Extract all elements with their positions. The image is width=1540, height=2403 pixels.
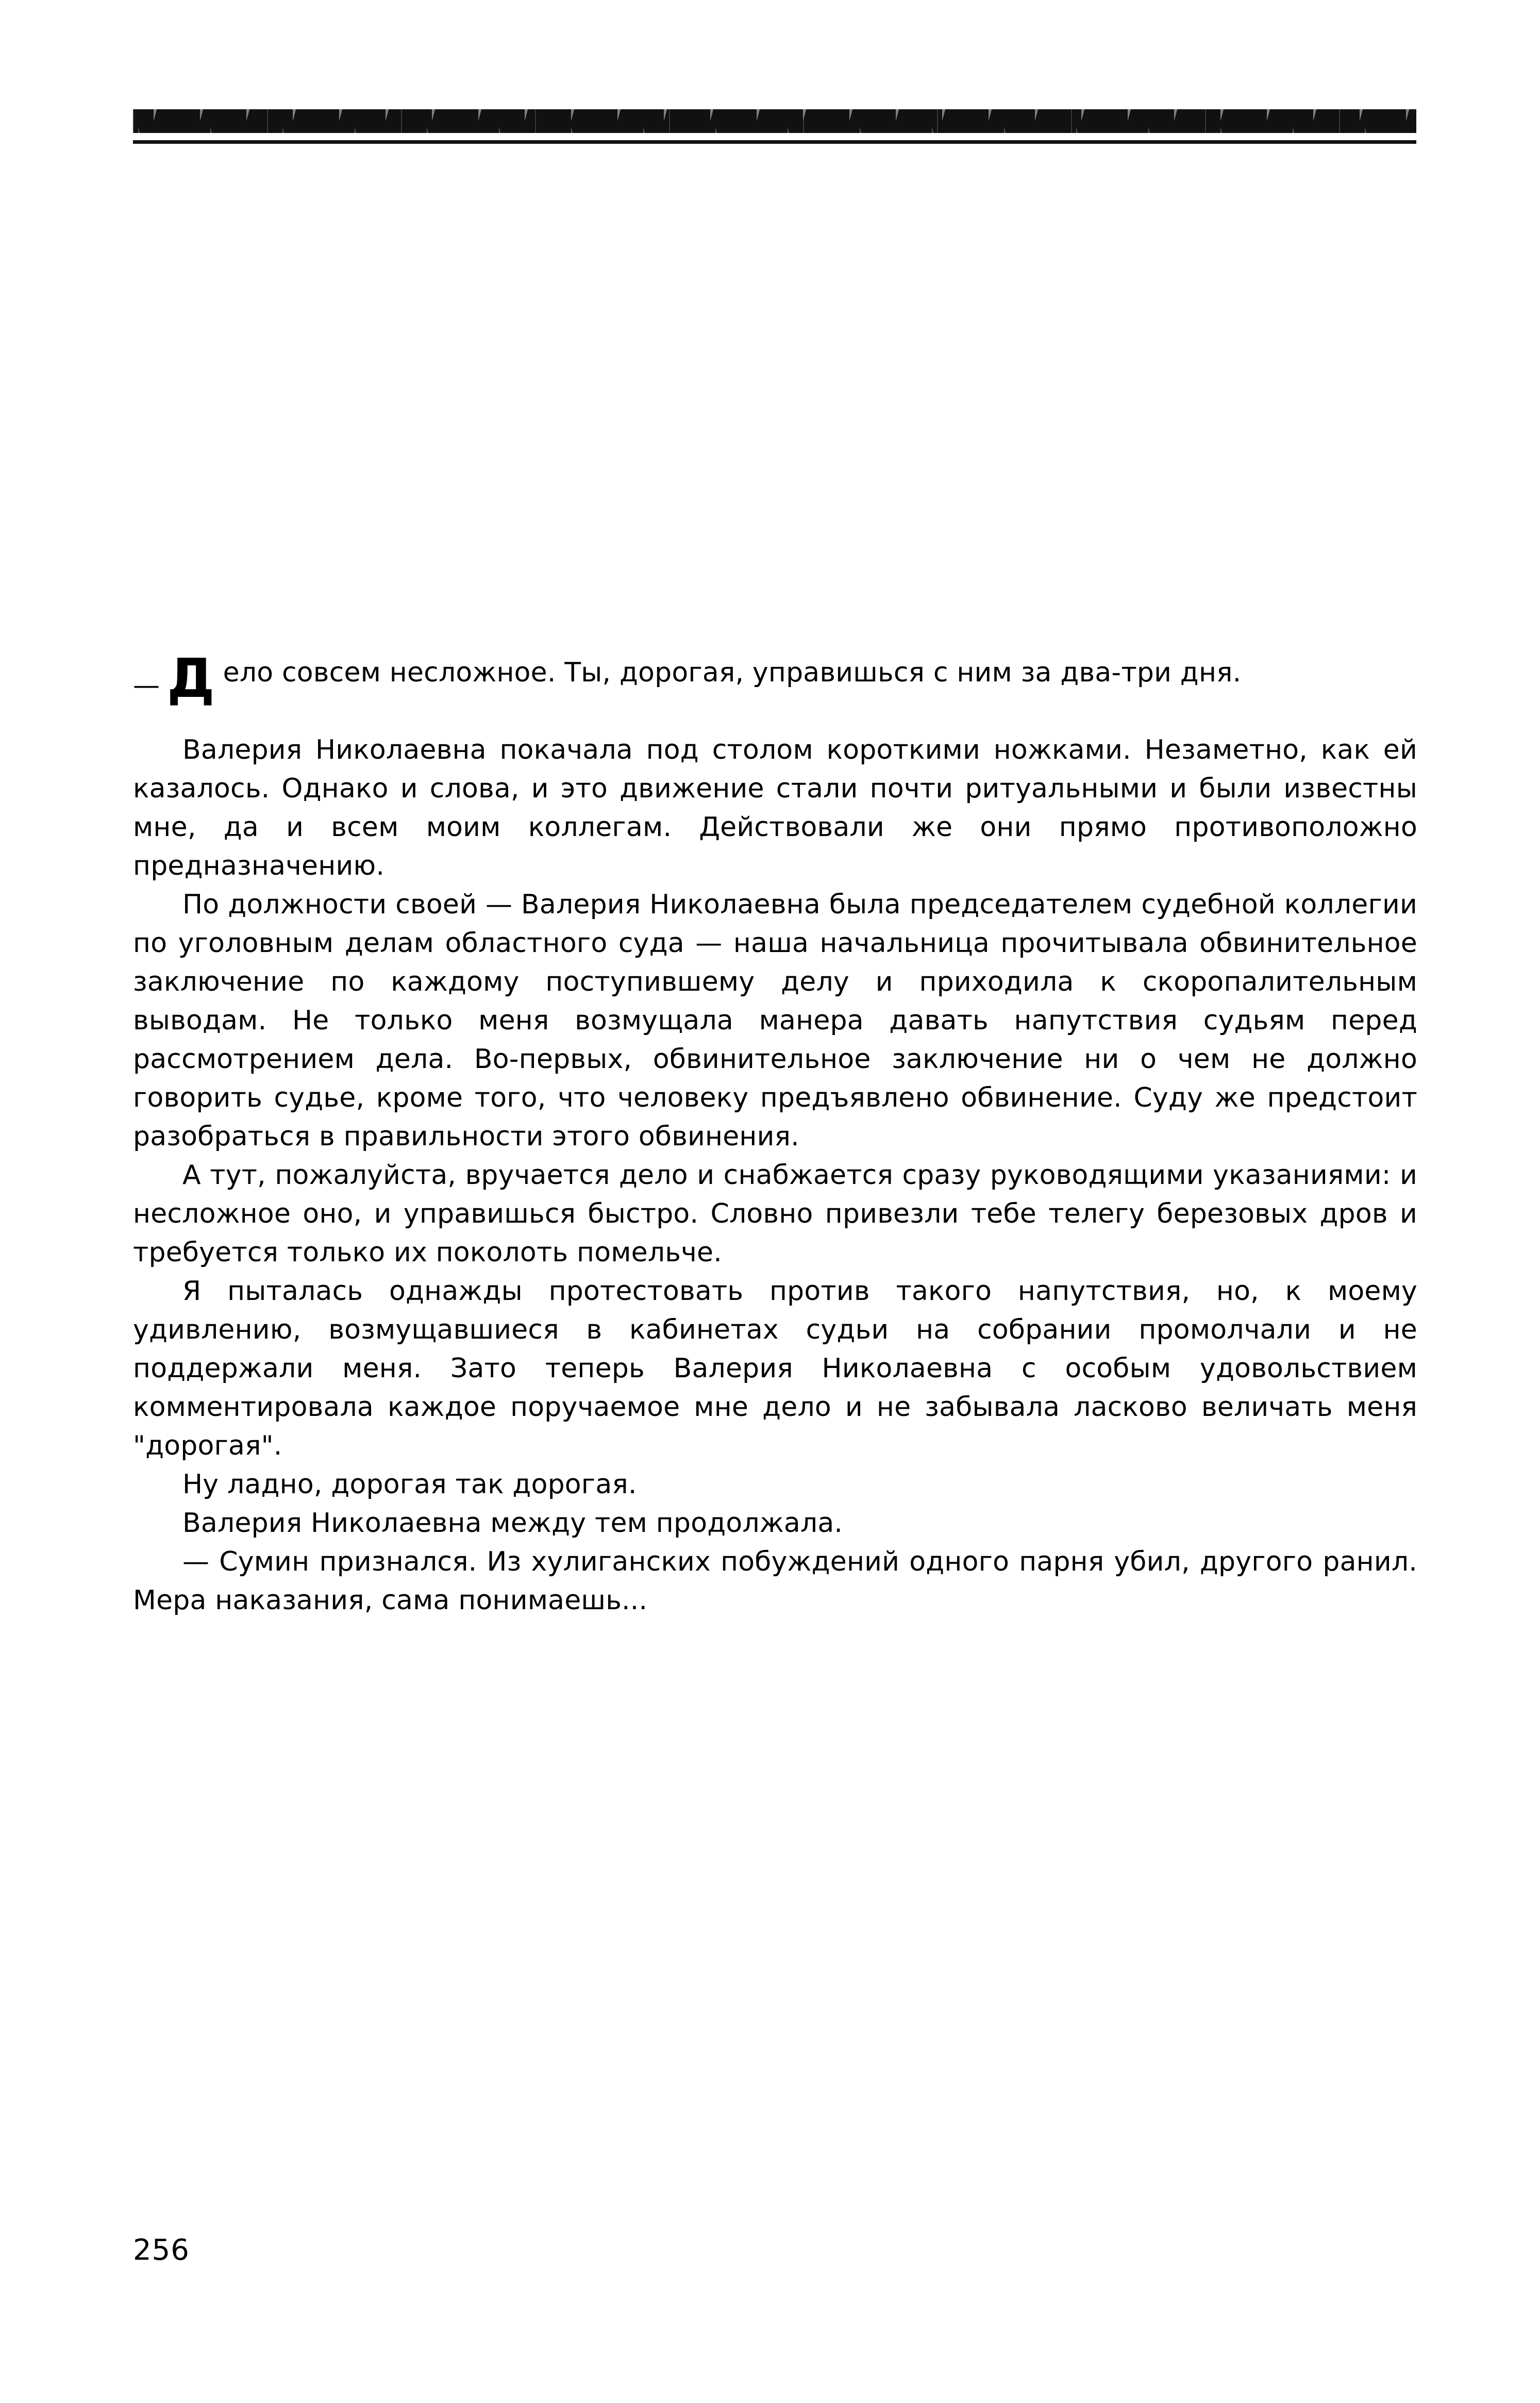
paragraph-opening-text: ело совсем несложное. Ты, дорогая, управишься с ним за два-три дня. [223, 657, 1242, 688]
top-ornament-thin-rule [133, 140, 1416, 144]
page-number: 256 [133, 2233, 190, 2267]
paragraph-3: А тут, пожалуйста, вручается дело и снабжается сразу руководящими указаниями: и несложное оно, и управишься быстро. Словно привезли тебе телегу березовых дров и требуется только их поколоть помельче. [133, 1160, 1417, 1268]
paragraph-1: Валерия Николаевна покачала под столом короткими ножками. Незаметно, как ей казалось. Однако и слова, и это движение стали почти ритуальными и были известны мне, да и всем моим коллегам. Действовали же они прямо противоположно предназначению. [133, 735, 1417, 881]
drop-cap: Д [167, 647, 215, 710]
paragraph-5: Ну ладно, дорогая так дорогая. [182, 1469, 637, 1500]
paragraph-7: — Сумин признался. Из хулиганских побуждений одного парня убил, другого ранил. Мера наказания, сама понимаешь... [133, 1546, 1417, 1616]
paragraph-2: По должности своей — Валерия Николаевна была председателем судебной коллегии по уголовным делам областного суда — наша начальница прочитывала обвинительное заключение по каждому поступившему делу и приходила к скоропалительным выводам. Не только меня возмущала манера давать напутствия судьям перед рассмотрением дела. Во-первых, обвинительное заключение ни о чем не должно говорить судье, кроме того, что человеку предъявлено обвинение. Суду же предстоит разобраться в правильности этого обвинения. [133, 889, 1417, 1152]
body-text [133, 647, 1417, 1620]
top-ornament-rule [133, 109, 1416, 133]
em-dash-opening: — [133, 670, 160, 701]
paragraph-4: Я пыталась однажды протестовать против такого напутствия, но, к моему удивлению, возмущавшиеся в кабинетах судьи на собрании промолчали и не поддержали меня. Зато теперь Валерия Николаевна с особым удовольствием комментировала каждое поручаемое мне дело и не забывала ласково величать меня "дорогая". [133, 1276, 1417, 1461]
paragraph-6: Валерия Николаевна между тем продолжала. [182, 1508, 843, 1539]
opening-paragraph [133, 647, 1417, 731]
